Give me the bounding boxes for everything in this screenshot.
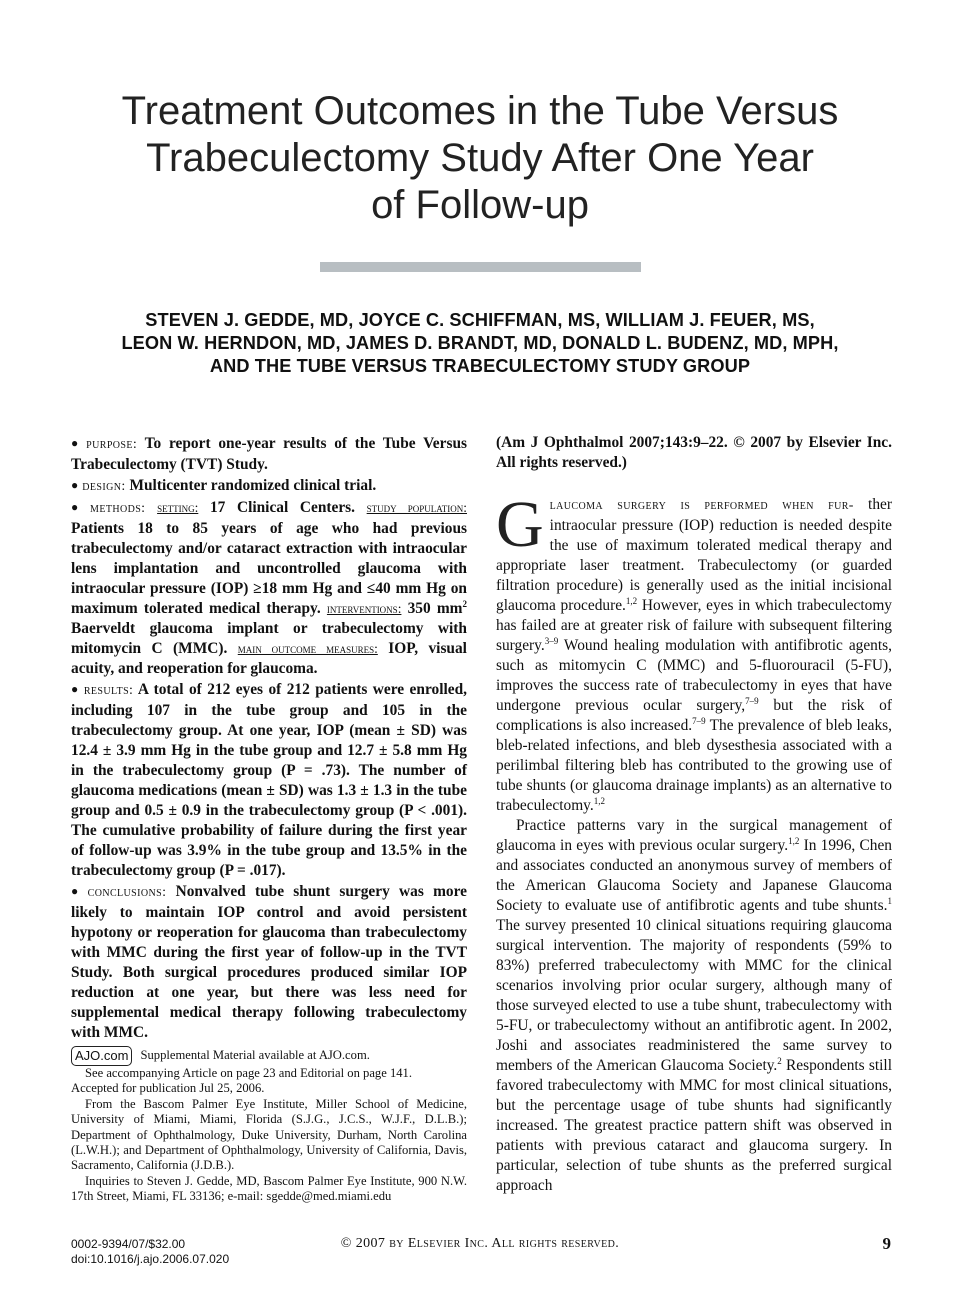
- setting-text: 17 Clinical Centers.: [209, 499, 356, 516]
- article-title: [80, 88, 880, 229]
- title-line: Treatment Outcomes in the Tube Versus: [121, 89, 839, 133]
- accepted-note: Accepted for publication Jul 25, 2006.: [71, 1081, 265, 1096]
- body-text: Respondents still favored trabeculectomy with MMC for most clinical situations, but the percentage usage of tube shunts had significantly increased. The greatest practice pattern shift was observed in patients with previous cataract and glaucoma surgery. In particular, selection of tube shunts as the preferred surgical approach: [496, 1057, 892, 1194]
- superscript: 2: [462, 598, 467, 609]
- conclusions-label: conclusions:: [87, 885, 167, 900]
- population-label: study population:: [366, 500, 467, 515]
- interventions-text: 350 mm: [407, 600, 463, 617]
- interventions-label: interventions:: [326, 601, 402, 616]
- journal-citation: (Am J Ophthalmol 2007;143:9–22. © 2007 by Elsevier Inc. All rights reserved.): [496, 434, 892, 471]
- methods-label: methods:: [90, 501, 146, 516]
- reference[interactable]: 2: [777, 1055, 782, 1066]
- population-text: Patients 18 to 85 years of age who had previous trabeculectomy and/or cataract extraction with intraocular lens implantation and uncontrolled glaucoma with intraocular pressure (IOP) ≥18 mm Hg and ≤40 mm Hg on maximum tolerated medical therapy.: [71, 520, 467, 617]
- reference[interactable]: 7–9: [745, 695, 759, 706]
- affiliations-note: From the Bascom Palmer Eye Institute, Miller School of Medicine, University of Miami, Miami, Florida (S.J.G., J.C.S., W.J.F., D.L.B.); Department of Ophthalmology, Duke University, Durham, North Carolina (L.W.H.); and Department of Ophthalmology, University of California, Davis, Sacramento, California (J.D.B.).: [71, 1096, 467, 1173]
- body-text: In 1996, Chen and associates conducted an anonymous survey of members of the American Glaucoma Society and Japanese Glaucoma Society to evaluate use of antifibrotic agents and tube shunts.: [496, 837, 892, 914]
- results-text: A total of 212 eyes of 212 patients were enrolled, including 107 in the tube group and 105 in the trabeculectomy group. At one year, IOP (mean ± SD) was 12.4 ± 3.9 mm Hg in the tube group and 12.7 ± 5.8 mm Hg in the trabeculectomy group (P = .73). The number of glaucoma medications (mean ± SD) was 1.3 ± 1.3 in the tube group and 0.5 ± 0.9 in the trabeculectomy group (P < .001). The cumulative probability of failure during the first year of follow-up was 3.9% in the tube group and 13.5% in the trabeculectomy group (P = .017).: [71, 681, 467, 879]
- abstract: [71, 433, 467, 1043]
- footnotes: [71, 1046, 467, 1205]
- abstract-purpose: ● purpose: To report one-year results of the Tube Versus Trabeculectomy (TVT) Study.: [71, 435, 467, 473]
- conclusions-text: Nonvalved tube shunt surgery was more likely to maintain IOP control and avoid persistent hypotony or reoperation for glaucoma than trabeculectomy with MMC during the first year of follow-up in the TVT Study. Both surgical procedures produced similar IOP reduction at one year, but there was less need for supplemental medical therapy following trabeculectomy with MMC.: [71, 883, 467, 1041]
- outcome-text: IOP, visual acuity, and reoperation for glaucoma.: [71, 640, 467, 677]
- purpose-label: purpose:: [86, 437, 138, 452]
- body-text: ther intraocular pressure (IOP) reduction is needed despite the use of maximum tolerated medical therapy and appropriate laser treatment. Trabeculectomy (or guarded filtration procedure) is generally used as the initial incisional glaucoma procedure.: [496, 496, 892, 614]
- author-line: LEON W. HERNDON, MD, JAMES D. BRANDT, MD, DONALD L. BUDENZ, MD, MPH,: [121, 333, 839, 353]
- reference[interactable]: 1,2: [625, 595, 638, 606]
- supplemental-note: [71, 1046, 467, 1066]
- design-text: Multicenter randomized clinical trial.: [129, 477, 377, 494]
- body-paragraph: [496, 488, 892, 816]
- abstract-conclusions: ● conclusions: Nonvalved tube shunt surgery was more likely to maintain IOP control and avoid persistent hypotony or reoperation for glaucoma than trabeculectomy with MMC during the first year of follow-up in the TVT Study. Both surgical procedures produced similar IOP reduction at one year, but there was less need for supplemental medical therapy following trabeculectomy with MMC.: [71, 883, 467, 1041]
- footer-copyright: © 2007 by Elsevier Inc. All rights reserved.: [340, 1236, 620, 1251]
- author-line: AND THE TUBE VERSUS TRABECULECTOMY STUDY GROUP: [209, 356, 751, 376]
- reference[interactable]: 7–9: [692, 715, 706, 726]
- note-text: Supplemental Material available at AJO.com.: [140, 1047, 370, 1062]
- author-list: [60, 309, 900, 378]
- reference[interactable]: 1: [887, 895, 892, 906]
- abstract-design: ● design: Multicenter randomized clinical trial.: [71, 477, 377, 494]
- body-paragraph: [496, 816, 892, 1196]
- body-column: [496, 433, 892, 1196]
- author-line: STEVEN J. GEDDE, MD, JOYCE C. SCHIFFMAN, MS, WILLIAM J. FEUER, MS,: [145, 310, 815, 330]
- setting-label: setting:: [157, 500, 199, 515]
- see-also-note: See accompanying Article on page 23 and Editorial on page 141.: [85, 1066, 412, 1080]
- ajo-logo[interactable]: AJO.com: [71, 1046, 132, 1066]
- body-text: Wound healing modulation with antifibrotic agents, such as mitomycin C (MMC) and 5-fluorouracil (5-FU), improves the success rate of trabeculectomy in eyes that have undergone previous ocular surgery,: [496, 637, 892, 714]
- title-line: of Follow-up: [371, 183, 589, 227]
- body-text: but the risk of complications is also increased.: [496, 697, 892, 734]
- lead-in: laucoma surgery is performed when fur-: [549, 498, 854, 513]
- results-label: results:: [83, 683, 134, 698]
- abstract-results: ● results: A total of 212 eyes of 212 patients were enrolled, including 107 in the tube group and 105 in the trabeculectomy group. At one year, IOP (mean ± SD) was 12.4 ± 3.9 mm Hg in the tube group and 12.7 ± 5.8 mm Hg in the trabeculectomy group (P = .73). The number of glaucoma medications (mean ± SD) was 1.3 ± 1.3 in the tube group and 0.5 ± 0.9 in the trabeculectomy group (P < .001). The cumulative probability of failure during the first year of follow-up was 3.9% in the tube group and 13.5% in the trabeculectomy group (P = .017).: [71, 681, 467, 879]
- design-label: design:: [82, 479, 126, 494]
- purpose-text: To report one-year results of the Tube Versus Trabeculectomy (TVT) Study.: [71, 435, 467, 473]
- body-text: Practice patterns vary in the surgical management of glaucoma in eyes with previous ocular surgery.: [496, 817, 892, 854]
- interventions-text-rest: Baerveldt glaucoma implant or trabeculectomy with mitomycin C (MMC).: [71, 620, 467, 657]
- outcome-label: main outcome measures:: [237, 641, 378, 656]
- page-number: 9: [882, 1234, 891, 1253]
- reference[interactable]: 1,2: [788, 835, 800, 846]
- title-line: Trabeculectomy Study After One Year: [146, 136, 814, 180]
- doi[interactable]: doi:10.1016/j.ajo.2006.07.020: [71, 1252, 230, 1266]
- inquiries-note: Inquiries to Steven J. Gedde, MD, Bascom Palmer Eye Institute, 900 N.W. 17th Street, Miami, FL 33136; e-mail: sgedde@med.miami.edu: [71, 1173, 467, 1204]
- abstract-methods: ● methods: setting: 17 Clinical Centers. study population: Patients 18 to 85 years of age who had previous trabeculectomy and/or cataract extraction with intraocular lens implantation and uncontrolled glaucoma with intraocular pressure (IOP) ≥18 mm Hg and ≤40 mm Hg on maximum tolerated medical therapy. interventions: 350 $mm^2$ Baerveldt glaucoma implant or trabeculectomy with mitomycin C (MMC). main outcome measures: IOP, visual acuity, and reoperation for glaucoma.: [71, 499, 467, 677]
- body-text: The survey presented 10 clinical situations requiring glaucoma surgical intervention. The majority of respondents (59% to 83%) preferred trabeculectomy with MMC for the clinical scenarios involving prior ocular surgery, although many of those surveyed elected to use a tube shunt, trabeculectomy with 5-FU, or trabeculectomy without an antifibrotic agent. In 2002, Joshi and associates readministered the same survey to members of the American Glaucoma Society.: [496, 917, 892, 1074]
- body-text: However, eyes in which trabeculectomy has failed are at greater risk of failure with subsequent filtering surgery.: [496, 597, 892, 654]
- body-text: The prevalence of bleb leaks, bleb-related infections, and bleb dysesthesia associated with a perilimbal filtering bleb has contributed to the growing use of tube shunts (or glaucoma drainage implants) as an alternative to trabeculectomy.: [496, 717, 892, 814]
- title-divider: [320, 262, 641, 272]
- drop-cap: G: [496, 488, 544, 561]
- issn: 0002-9394/07/$32.00: [71, 1237, 186, 1251]
- reference[interactable]: 1,2: [593, 795, 605, 806]
- reference[interactable]: 3–9: [544, 635, 559, 646]
